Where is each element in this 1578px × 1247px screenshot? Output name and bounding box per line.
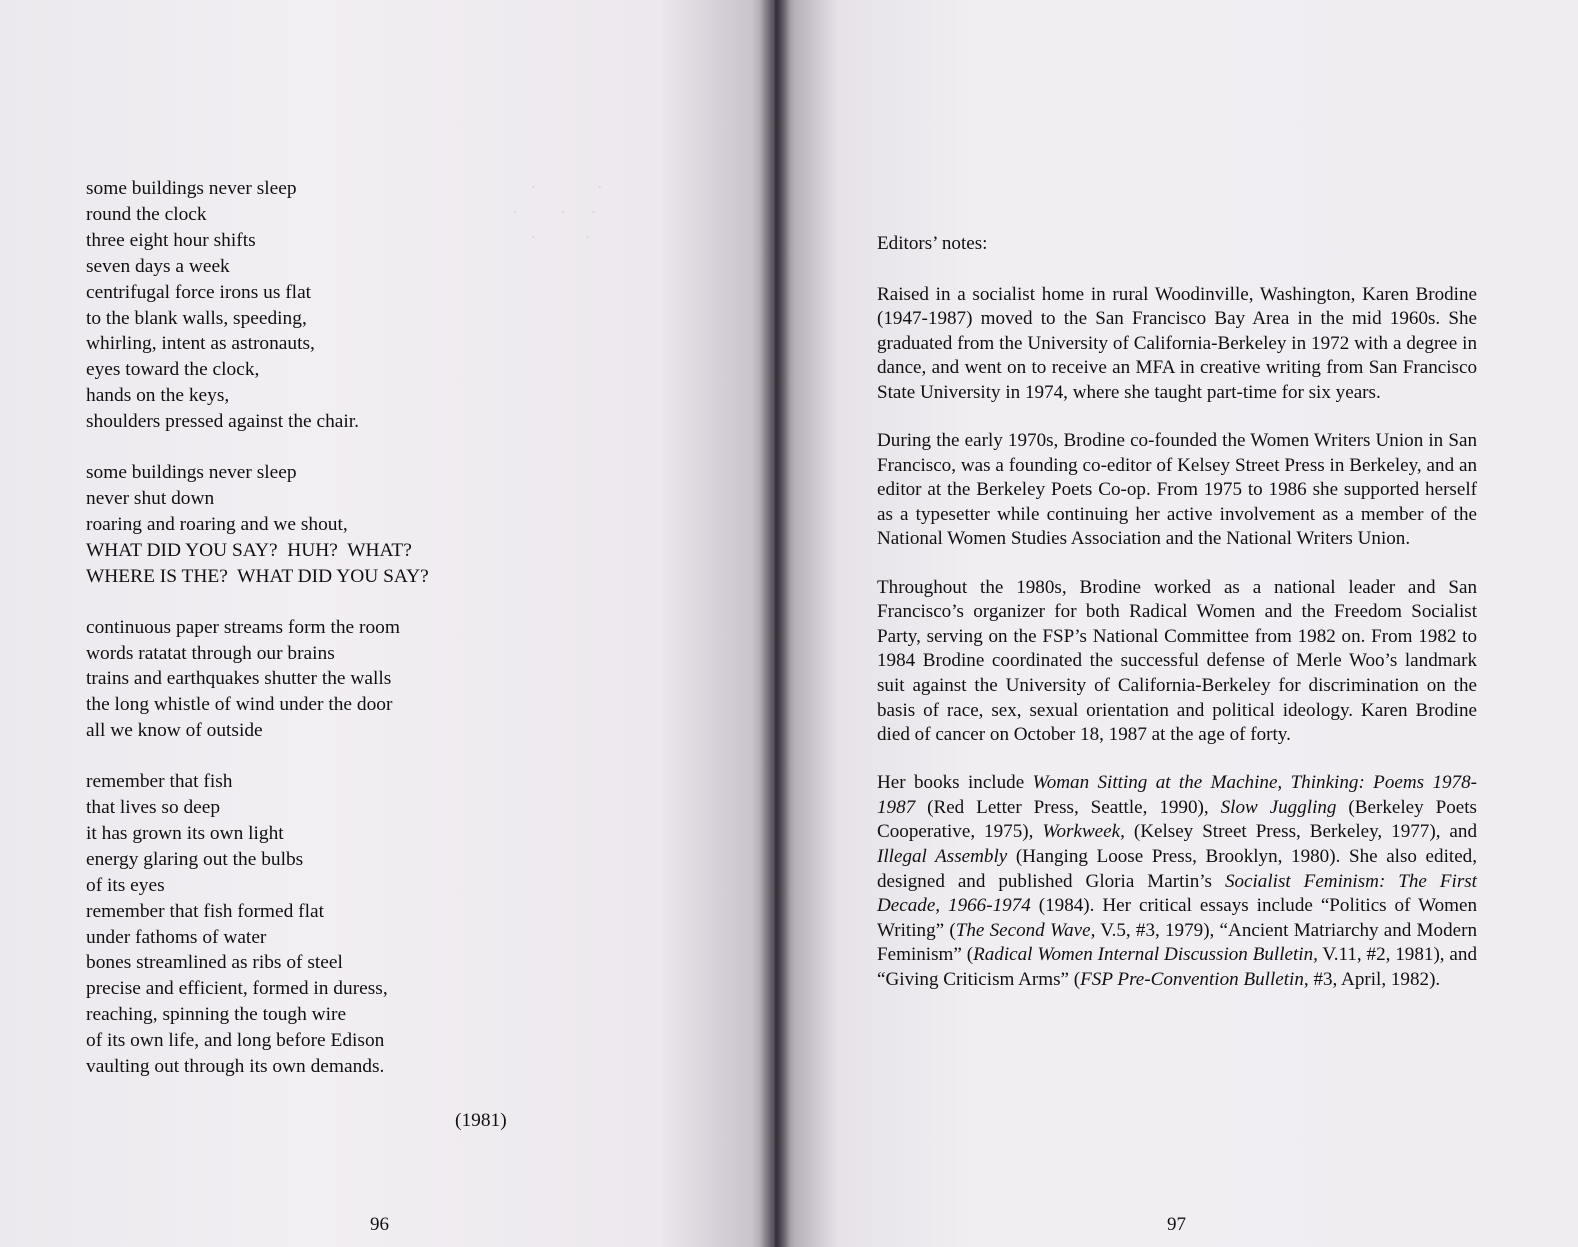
- poem-line: never shut down: [86, 487, 215, 509]
- publication-title: The Second Wave,: [955, 919, 1096, 941]
- poem-line: some buildings never sleep: [86, 178, 297, 199]
- poem-stanza-4: [86, 769, 456, 1080]
- poem-line: three eight hour shifts: [86, 229, 256, 251]
- text-run: Her books include: [877, 772, 1033, 794]
- text-run: V.11, #2, 1981), and “Giving Criticism Arms” (: [877, 944, 1477, 990]
- poem-line: WHERE IS THE? WHAT DID YOU SAY?: [86, 565, 429, 587]
- poem-line: all we know of outside: [86, 720, 263, 742]
- poem-date: (1981): [455, 1110, 507, 1131]
- text-run: V.5, #3, 1979), “Ancient Matriarchy and Modern Feminism” (: [877, 919, 1478, 966]
- poem-line: some buildings never sleep: [86, 462, 297, 484]
- poem-line: of its eyes: [86, 874, 165, 896]
- notes-books-paragraph: [877, 771, 1477, 992]
- book-title: Socialist Feminism: The First Decade, 1966-1974: [877, 870, 1477, 917]
- book-title: Illegal Assembly: [877, 845, 1008, 867]
- notes-heading: Editors’ notes:: [877, 233, 988, 254]
- editors-notes: [877, 232, 1477, 1016]
- poem-line: energy glaring out the bulbs: [86, 848, 304, 870]
- poem-line: eyes toward the clock,: [86, 359, 260, 381]
- poem-line: precise and efficient, formed in duress,: [86, 978, 388, 1000]
- book-title: Slow Juggling: [1220, 796, 1337, 818]
- poem-line: hands on the keys,: [86, 385, 230, 407]
- poem-line: centrifugal force irons us flat: [86, 281, 312, 303]
- text-run: (1984). Her critical essays include “Politics of Women Writing” (: [877, 895, 1477, 941]
- text-run: (Kelsey Street Press, Berkeley, 1977), and: [1124, 821, 1477, 843]
- text-run: (Red Letter Press, Seattle, 1990),: [915, 796, 1221, 818]
- poem-line: vaulting out through its own demands.: [86, 1056, 385, 1078]
- left-page: [0, 0, 775, 1247]
- poem-line: words ratatat through our brains: [86, 642, 335, 664]
- text-run: #3, April, 1982).: [1308, 968, 1441, 990]
- poem-stanza-1: [86, 176, 456, 435]
- poem-line: the long whistle of wind under the door: [86, 694, 393, 716]
- poem-line: under fathoms of water: [86, 926, 267, 948]
- poem-line: bones streamlined as ribs of steel: [86, 952, 343, 974]
- publication-title: FSP Pre-Convention Bulletin,: [1080, 968, 1309, 990]
- page-number-right: 97: [1167, 1214, 1186, 1235]
- publication-title: Radical Women Internal Discussion Bulletin,: [973, 944, 1318, 966]
- poem-line: whirling, intent as astronauts,: [86, 333, 315, 355]
- poem: [86, 176, 456, 1105]
- page-number-left: 96: [370, 1214, 389, 1235]
- text-run: (Berkeley Poets Cooperative, 1975),: [877, 796, 1477, 843]
- book-title: Woman Sitting at the Machine, Thinking: Poems 1978-1987: [877, 772, 1477, 818]
- poem-line: to the blank walls, speeding,: [86, 307, 307, 329]
- poem-line: round the clock: [86, 203, 207, 225]
- poem-line: trains and earthquakes shutter the walls: [86, 668, 392, 690]
- poem-line: shoulders pressed against the chair.: [86, 411, 360, 433]
- poem-line: remember that fish formed flat: [86, 900, 324, 922]
- right-page: [775, 0, 1578, 1247]
- notes-paragraph: Raised in a socialist home in rural Woodinville, Washington, Karen Brodine (1947-1987) moved to the San Francisco Bay Area in the mid 1960s. She graduated from the University of California-Berkeley in 1972 with a degree in dance, and went on to receive an MFA in creative writing from San Francisco State University in 1974, where she taught part-time for six years.: [877, 283, 1477, 403]
- poem-stanza-3: [86, 615, 456, 745]
- notes-paragraph: During the early 1970s, Brodine co-founded the Women Writers Union in San Francisco, was a founding co-editor of Kelsey Street Press in Berkeley, and an editor at the Berkeley Poets Co-op. From 1975 to 1986 she supported herself as a typesetter while continuing her active involvement as a member of the National Women Studies Association and the National Writers Union.: [877, 430, 1477, 550]
- book-spine-shadow: [760, 0, 790, 1247]
- text-run: (Hanging Loose Press, Brooklyn, 1980). She also edited, designed and published Gloria Martin’s: [877, 845, 1477, 892]
- poem-line: that lives so deep: [86, 797, 221, 819]
- poem-stanza-2: [86, 460, 456, 590]
- notes-paragraph: Throughout the 1980s, Brodine worked as a national leader and San Francisco’s organizer for both Radical Women and the Freedom Socialist Party, serving on the FSP’s National Committee from 1982 on. From 1982 to 1984 Brodine coordinated the successful defense of Merle Woo’s landmark suit against the University of California-Berkeley for discrimination on the basis of race, sex, sexual orientation and political ideology. Karen Brodine died of cancer on October 18, 1987 at the age of forty.: [877, 576, 1477, 746]
- poem-line: continuous paper streams form the room: [86, 616, 400, 638]
- poem-line: remember that fish: [86, 771, 233, 793]
- poem-line: seven days a week: [86, 255, 230, 277]
- show-through-text: . . . . . . .: [512, 171, 603, 243]
- poem-line: it has grown its own light: [86, 822, 284, 844]
- poem-line: roaring and roaring and we shout,: [86, 513, 348, 535]
- book-title: Workweek,: [1042, 821, 1125, 843]
- poem-line: reaching, spinning the tough wire: [86, 1004, 347, 1026]
- poem-line: of its own life, and long before Edison: [86, 1030, 385, 1052]
- poem-line: WHAT DID YOU SAY? HUH? WHAT?: [86, 539, 412, 561]
